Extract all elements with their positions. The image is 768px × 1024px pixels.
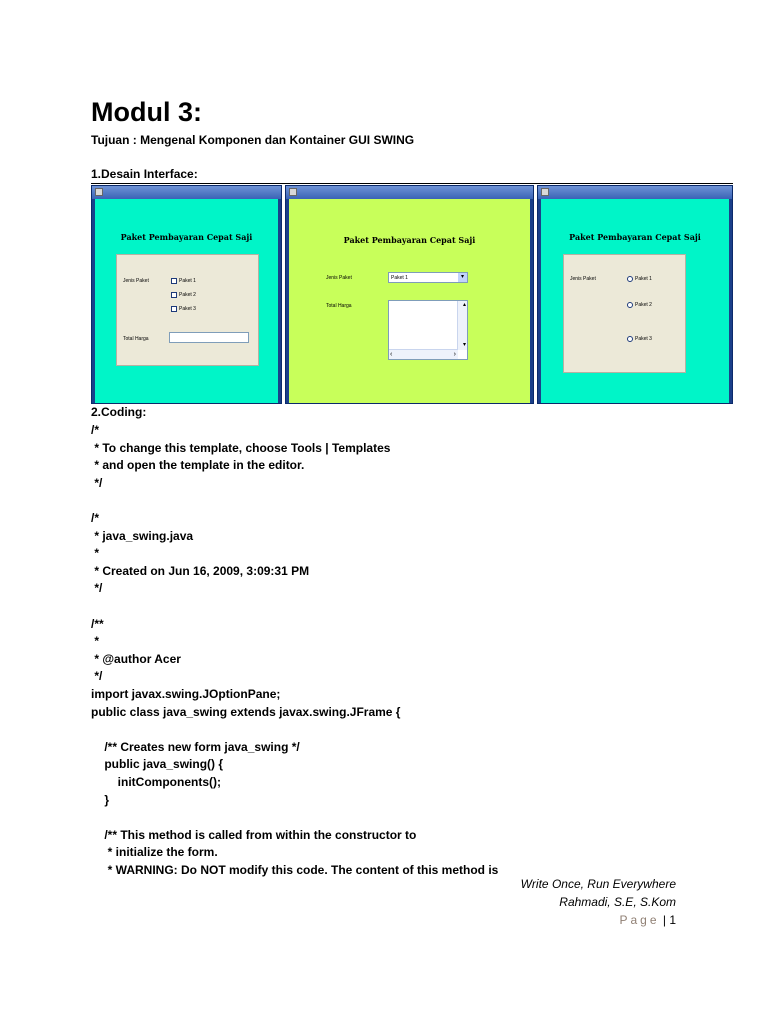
code-line: public class java_swing extends javax.swing.JFrame { — [91, 704, 401, 719]
code-line: */ — [91, 475, 103, 490]
form-panel — [563, 254, 686, 373]
window-titlebar — [286, 186, 533, 199]
combo-selected-value: Paket 1 — [391, 275, 408, 281]
paket-2-label: Paket 2 — [179, 292, 196, 298]
code-line: /** Creates new form java_swing */ — [91, 739, 300, 754]
code-line: */ — [91, 581, 103, 596]
scroll-up-icon[interactable]: ▴ — [462, 302, 466, 308]
panel-title: Paket Pembayaran Cepat Saji — [343, 235, 476, 245]
gui-window-combobox — [285, 185, 534, 404]
paket-1-label: Paket 1 — [179, 278, 196, 284]
panel-title: Paket Pembayaran Cepat Saji — [569, 232, 701, 242]
section-heading-design: 1.Desain Interface: — [91, 167, 198, 181]
page-label: Page — [619, 913, 660, 927]
total-harga-label: Total Harga — [123, 336, 149, 342]
footer-author: Rahmadi, S.E, S.Kom — [559, 895, 676, 909]
jenis-paket-label: Jenis Paket — [570, 276, 596, 282]
window-content — [289, 199, 530, 403]
horizontal-rule — [91, 183, 733, 184]
paket-3-radio[interactable] — [627, 336, 633, 342]
paket-3-checkbox[interactable] — [171, 306, 177, 312]
footer-motto: Write Once, Run Everywhere — [520, 877, 676, 891]
document-title: Modul 3: — [91, 97, 202, 127]
code-line: public java_swing() { — [91, 757, 224, 772]
code-line: * — [91, 634, 100, 649]
code-line: } — [91, 792, 110, 807]
chevron-down-icon[interactable]: ▾ — [458, 273, 467, 282]
code-line: * — [91, 546, 100, 561]
scroll-left-icon[interactable]: ‹ — [390, 351, 393, 358]
panel-title: Paket Pembayaran Cepat Saji — [120, 232, 253, 242]
window-titlebar — [92, 186, 281, 199]
jenis-paket-label: Jenis Paket — [326, 275, 352, 281]
total-harga-textarea[interactable] — [388, 300, 468, 360]
gui-window-radio — [537, 185, 733, 404]
document-subtitle: Tujuan : Mengenal Komponen dan Kontainer GUI SWING — [91, 133, 415, 147]
code-line: /* — [91, 511, 100, 525]
jenis-paket-label: Jenis Paket — [123, 278, 149, 284]
code-line: * Created on Jun 16, 2009, 3:09:31 PM — [91, 563, 310, 578]
paket-1-radio[interactable] — [627, 276, 633, 282]
page-separator: | — [662, 913, 666, 927]
java-window-icon — [289, 188, 297, 196]
code-line: * @author Acer — [91, 651, 181, 666]
code-line: * initialize the form. — [91, 845, 218, 860]
code-line: /** — [91, 616, 104, 631]
code-line: /** This method is called from within the constructor to — [91, 827, 417, 842]
code-line: import javax.swing.JOptionPane; — [91, 687, 281, 701]
code-line: initComponents(); — [91, 775, 221, 789]
code-line: /* — [91, 423, 100, 437]
code-line: * java_swing.java — [91, 528, 194, 543]
window-content — [541, 199, 729, 403]
scroll-right-icon[interactable]: › — [453, 351, 456, 358]
total-harga-field[interactable] — [169, 332, 249, 343]
code-line: * and open the template in the editor. — [91, 458, 305, 473]
paket-2-radio[interactable] — [627, 302, 633, 308]
java-window-icon — [95, 188, 103, 196]
code-line: * WARNING: Do NOT modify this code. The content of this method is — [91, 863, 499, 877]
jenis-paket-combobox[interactable] — [388, 272, 468, 283]
section-heading-coding: 2.Coding: — [91, 405, 147, 419]
footer-page — [619, 913, 676, 927]
code-line: * To change this template, choose Tools | Templates — [91, 440, 391, 455]
gui-window-checkbox — [91, 185, 282, 404]
horizontal-scrollbar[interactable] — [389, 349, 458, 359]
code-line: */ — [91, 669, 103, 684]
form-panel — [116, 254, 259, 366]
paket-3-label: Paket 3 — [635, 336, 652, 342]
paket-3-label: Paket 3 — [179, 306, 196, 312]
page-number: 1 — [669, 913, 676, 927]
paket-1-checkbox[interactable] — [171, 278, 177, 284]
total-harga-label: Total Harga — [326, 303, 352, 309]
scroll-down-icon[interactable]: ▾ — [462, 342, 466, 348]
paket-2-checkbox[interactable] — [171, 292, 177, 298]
java-window-icon — [541, 188, 549, 196]
window-titlebar — [538, 186, 732, 199]
window-content — [95, 199, 278, 403]
paket-1-label: Paket 1 — [635, 276, 652, 282]
paket-2-label: Paket 2 — [635, 302, 652, 308]
